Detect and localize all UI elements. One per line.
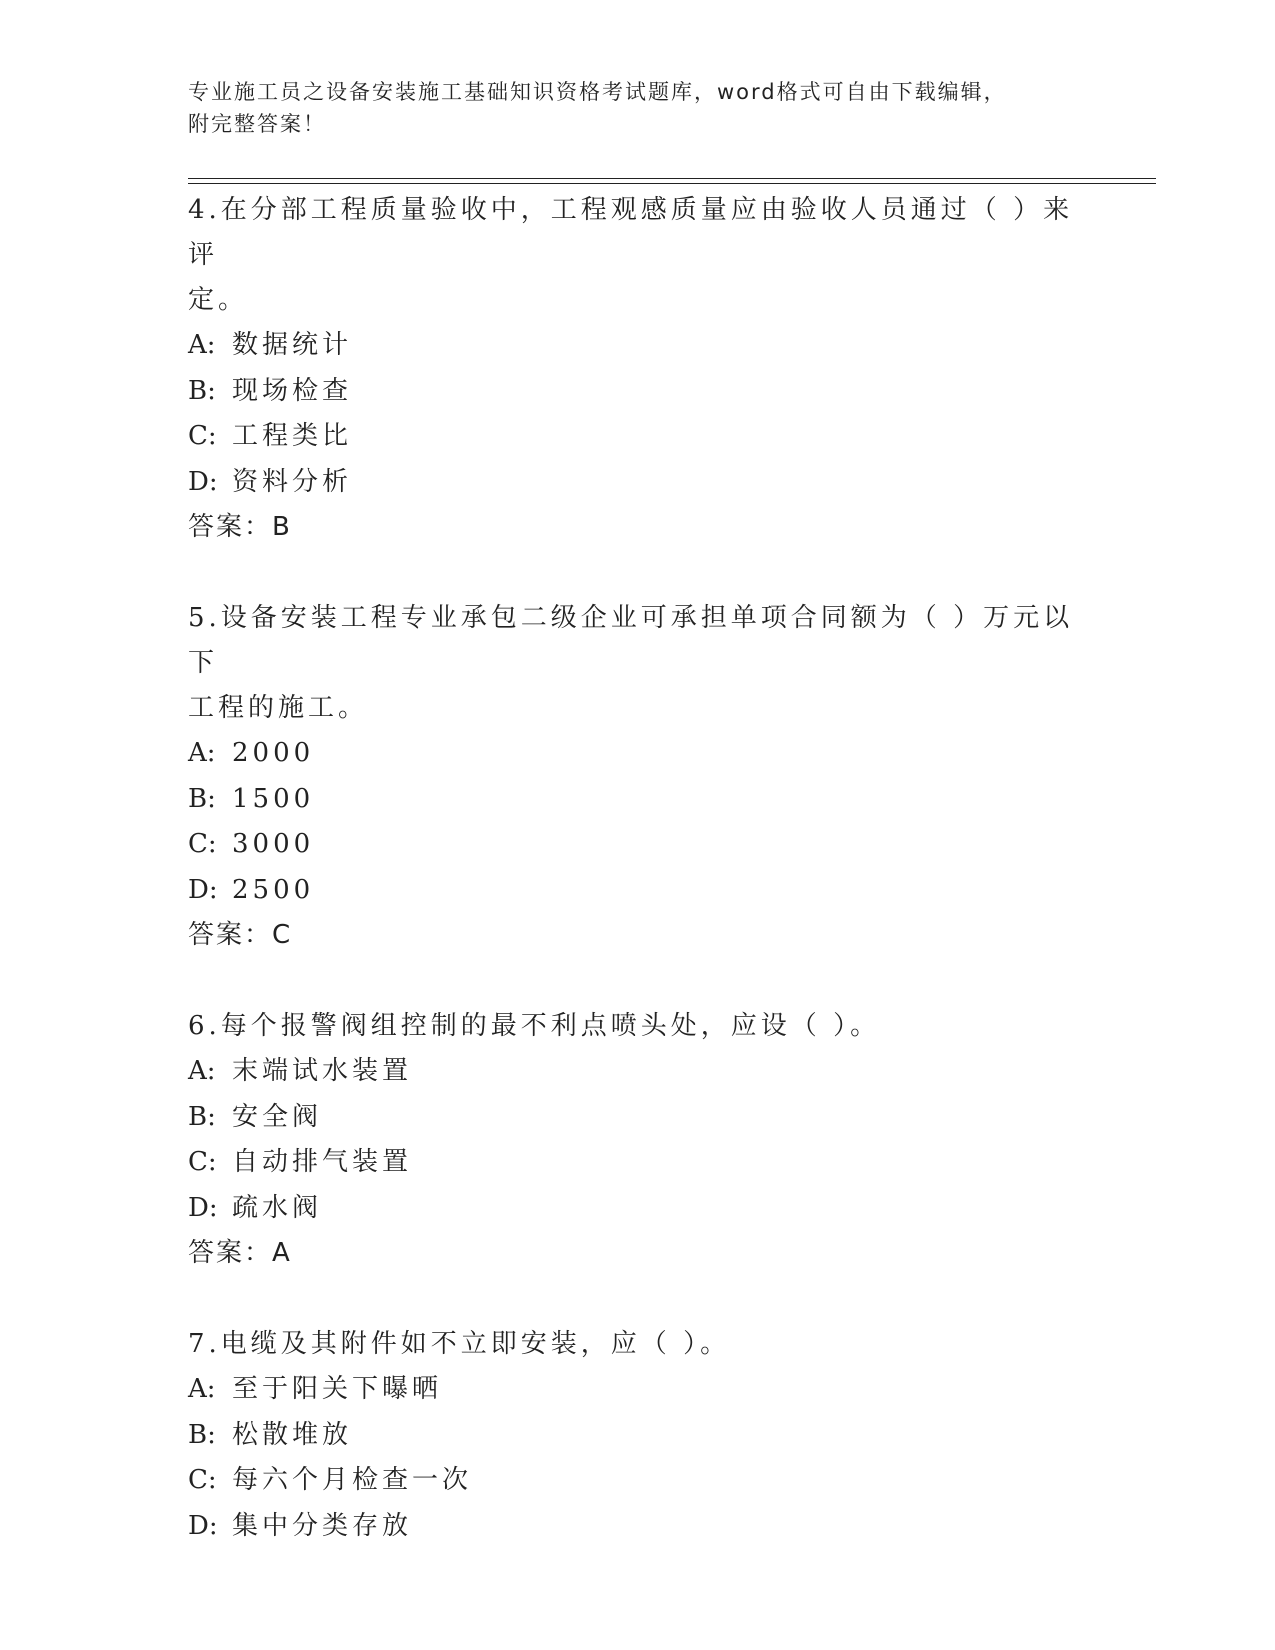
option-text: 资料分析 (232, 466, 353, 497)
answer-line: 答案：C (188, 920, 293, 950)
option-letter: D: (188, 466, 218, 497)
option-text: 集中分类存放 (232, 1510, 413, 1541)
question-stem-line-1: 5.设备安装工程专业承包二级企业可承担单项合同额为（ ）万元以下 (188, 603, 1074, 678)
option-b (188, 777, 1088, 823)
option-a (188, 323, 1088, 369)
option-d (188, 868, 1088, 914)
option-letter: B: (188, 375, 216, 406)
header-line-2: 附完整答案！ (188, 112, 326, 136)
option-text: 1500 (232, 783, 315, 814)
question-7 (188, 1322, 1088, 1549)
question-4 (188, 188, 1088, 550)
option-letter: B: (188, 783, 216, 814)
answer-line: 答案：B (188, 512, 292, 542)
question-5 (188, 596, 1088, 958)
option-letter: A: (188, 1056, 216, 1086)
option-text: 2000 (232, 738, 315, 768)
option-c (188, 822, 1088, 868)
question-stem (188, 188, 1088, 323)
option-d (188, 1186, 1088, 1232)
question-stem (188, 1322, 1088, 1367)
option-letter: C: (188, 1465, 217, 1495)
option-letter: D: (188, 1192, 218, 1223)
option-letter: D: (188, 874, 218, 905)
question-stem-line-1: 7.电缆及其附件如不立即安装，应（ ）。 (188, 1329, 731, 1359)
question-6 (188, 1004, 1088, 1276)
question-stem-line-2: 定。 (188, 285, 249, 315)
option-b (188, 1095, 1088, 1141)
option-letter: D: (188, 1510, 218, 1541)
option-letter: C: (188, 421, 217, 451)
question-stem (188, 1004, 1088, 1049)
option-letter: A: (188, 1374, 216, 1404)
option-letter: B: (188, 1101, 216, 1132)
option-text: 3000 (232, 829, 315, 859)
option-text: 2500 (232, 874, 315, 905)
question-stem (188, 596, 1088, 731)
option-text: 工程类比 (232, 421, 353, 451)
option-d (188, 1504, 1088, 1550)
option-text: 疏水阀 (232, 1192, 323, 1223)
option-c (188, 1458, 1088, 1504)
option-text: 数据统计 (232, 330, 353, 360)
option-letter: A: (188, 330, 216, 360)
option-a (188, 731, 1088, 777)
question-stem-line-2: 工程的施工。 (188, 693, 369, 723)
question-stem-line-1: 6.每个报警阀组控制的最不利点喷头处，应设（ ）。 (188, 1011, 881, 1041)
document-header (188, 76, 1088, 140)
option-text: 安全阀 (232, 1101, 323, 1132)
option-text: 现场检查 (232, 375, 353, 406)
header-line-1: 专业施工员之设备安装施工基础知识资格考试题库，word格式可自由下载编辑， (188, 80, 1007, 104)
option-text: 末端试水装置 (232, 1056, 413, 1086)
option-text: 至于阳关下曝晒 (232, 1374, 443, 1404)
option-letter: C: (188, 829, 217, 859)
question-stem-line-1: 4.在分部工程质量验收中，工程观感质量应由验收人员通过（ ）来评 (188, 195, 1074, 270)
option-text: 每六个月检查一次 (232, 1465, 473, 1495)
option-b (188, 1413, 1088, 1459)
option-letter: B: (188, 1419, 216, 1450)
option-c (188, 414, 1088, 460)
question-list (188, 188, 1088, 1595)
option-b (188, 369, 1088, 415)
option-text: 自动排气装置 (232, 1147, 413, 1177)
option-c (188, 1140, 1088, 1186)
option-letter: A: (188, 738, 216, 768)
option-a (188, 1049, 1088, 1095)
header-divider-bottom (188, 183, 1156, 184)
header-divider-top (188, 178, 1156, 179)
option-text: 松散堆放 (232, 1419, 353, 1450)
option-a (188, 1367, 1088, 1413)
option-d (188, 460, 1088, 506)
option-letter: C: (188, 1147, 217, 1177)
answer-line: 答案：A (188, 1238, 292, 1268)
